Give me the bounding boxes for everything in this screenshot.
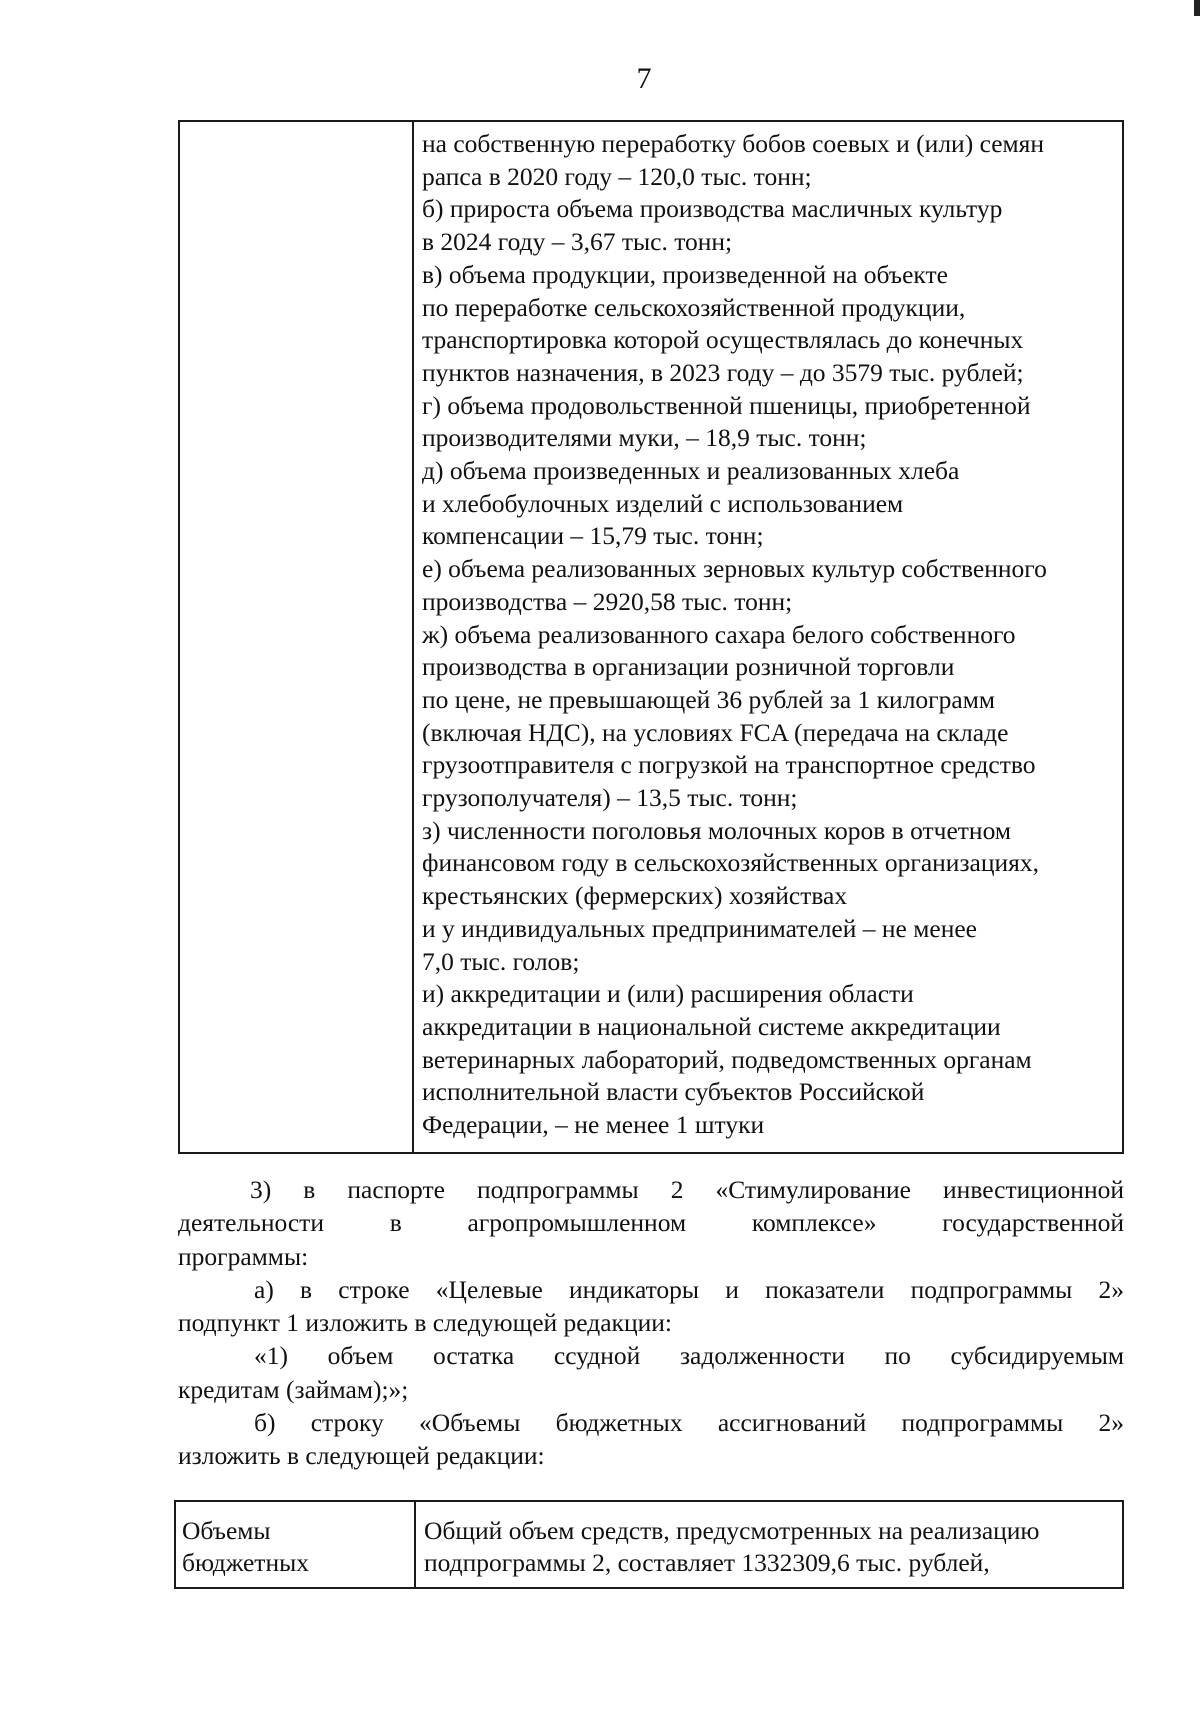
- paragraph-a-line: подпункт 1 изложить в следующей редакции:: [178, 1308, 672, 1338]
- body-paragraphs: [178, 1173, 1124, 1473]
- table-line: Федерации, – не менее 1 штуки: [422, 1110, 765, 1140]
- table-line: грузоотправителя с погрузкой на транспортное средство: [422, 750, 1036, 780]
- table-line: крестьянских (фермерских) хозяйствах: [422, 881, 848, 911]
- paragraph-1-line: «1) объем остатка ссудной задолженности по субсидируемым: [254, 1341, 1124, 1371]
- paragraph-b-line: б) строку «Объемы бюджетных ассигнований подпрограммы 2»: [254, 1408, 1124, 1438]
- table-line: на собственную переработку бобов соевых и (или) семян: [422, 129, 1045, 158]
- table-line: е) объема реализованных зерновых культур собственного: [422, 554, 1047, 584]
- table-line: б) прироста объема производства масличных культур: [422, 194, 1003, 224]
- table-line: и у индивидуальных предпринимателей – не менее: [422, 913, 977, 943]
- paragraph-b-line: изложить в следующей редакции:: [178, 1441, 545, 1471]
- budget-table-value-line: Общий объем средств, предусмотренных на реализацию: [424, 1516, 1040, 1545]
- table-line: исполнительной власти субъектов Российской: [422, 1077, 925, 1107]
- scan-corner-mark: [1194, 0, 1200, 16]
- table-line: производства – 2920,58 тыс. тонн;: [422, 586, 793, 616]
- table-line: в) объема продукции, произведенной на объекте: [422, 259, 948, 289]
- table-line: компенсации – 15,79 тыс. тонн;: [422, 521, 764, 551]
- paragraph-3-line: 3) в паспорте подпрограммы 2 «Стимулирование инвестиционной: [250, 1175, 1124, 1204]
- continuation-table: [178, 120, 1124, 1154]
- table-line: рапса в 2020 году – 120,0 тыс. тонн;: [422, 161, 812, 191]
- budget-table-label-line: Объемы: [182, 1516, 271, 1545]
- table-line: в 2024 году – 3,67 тыс. тонн;: [422, 227, 733, 257]
- table-line: по переработке сельскохозяйственной продукции,: [422, 292, 966, 322]
- paragraph-3-line: программы:: [178, 1241, 309, 1271]
- budget-table-left-cell: [176, 1502, 416, 1587]
- table-line: транспортировка которой осуществлялась до конечных: [422, 325, 1024, 355]
- paragraph-3-line: деятельности в агропромышленном комплексе» государственной: [178, 1208, 1124, 1238]
- table-line: финансовом году в сельскохозяйственных организациях,: [422, 848, 1039, 878]
- table-line: пунктов назначения, в 2023 году – до 3579 тыс. рублей;: [422, 357, 1024, 387]
- table-line: г) объема продовольственной пшеницы, приобретенной: [422, 390, 1031, 420]
- table-line: ветеринарных лабораторий, подведомственных органам: [422, 1044, 1032, 1074]
- table-line: по цене, не превышающей 36 рублей за 1 килограмм: [422, 684, 995, 714]
- paragraph-1-line: кредитам (займам);»;: [178, 1374, 409, 1404]
- budget-table: [174, 1500, 1124, 1589]
- budget-table-value-line: подпрограммы 2, составляет 1332309,6 тыс. рублей,: [424, 1547, 990, 1577]
- table-line: производства в организации розничной торговли: [422, 652, 955, 682]
- table-line: (включая НДС), на условиях FCA (передача на складе: [422, 717, 1009, 747]
- table-line: и) аккредитации и (или) расширения области: [422, 979, 914, 1009]
- budget-table-label-line: бюджетных: [182, 1547, 309, 1577]
- table-line: грузополучателя) – 13,5 тыс. тонн;: [422, 783, 798, 813]
- table-line: аккредитации в национальной системе аккредитации: [422, 1011, 1001, 1041]
- paragraph-a-line: а) в строке «Целевые индикаторы и показатели подпрограммы 2»: [254, 1274, 1124, 1304]
- table-right-cell: [416, 128, 1124, 1142]
- budget-table-right-cell: [418, 1515, 1118, 1578]
- table-line: 7,0 тыс. голов;: [422, 946, 580, 976]
- table-line: з) численности поголовья молочных коров в отчетном: [422, 815, 1011, 845]
- table-line: д) объема произведенных и реализованных хлеба: [422, 456, 960, 486]
- page-number: 7: [636, 62, 652, 95]
- table-line: и хлебобулочных изделий с использованием: [422, 488, 904, 518]
- table-left-cell-empty: [180, 122, 414, 1152]
- table-line: ж) объема реализованного сахара белого собственного: [422, 619, 1016, 649]
- table-line: производителями муки, – 18,9 тыс. тонн;: [422, 423, 867, 453]
